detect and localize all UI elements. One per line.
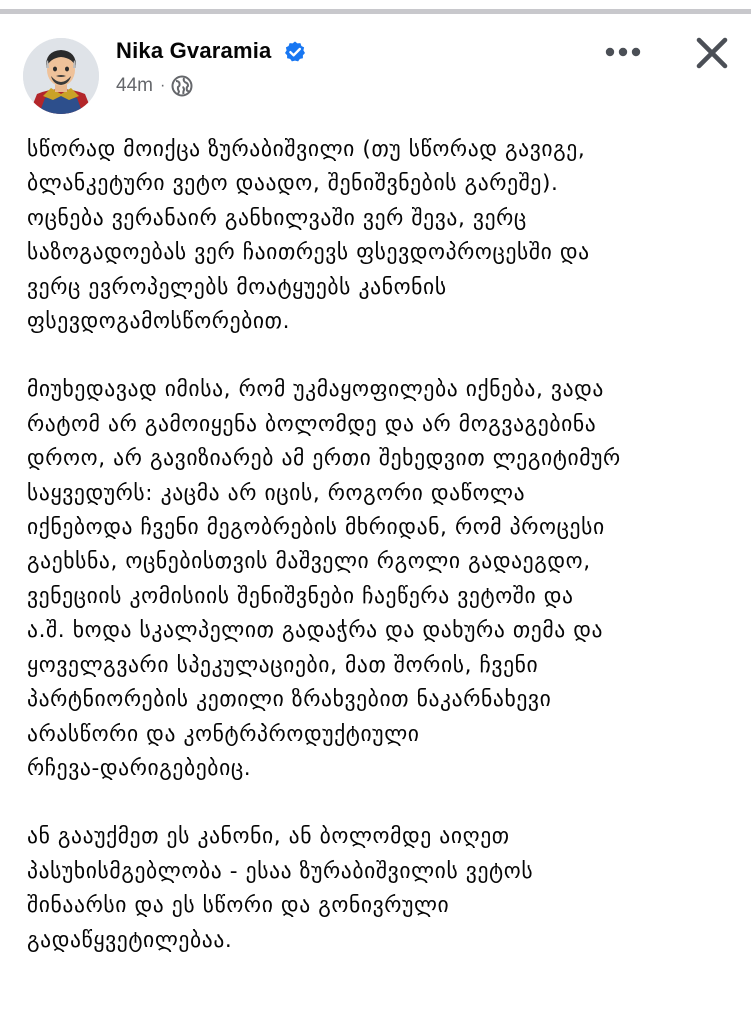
more-options-icon[interactable] xyxy=(601,36,645,68)
post-meta xyxy=(116,74,193,98)
avatar-illustration xyxy=(23,38,99,114)
meta-separator: · xyxy=(159,77,166,94)
verified-badge-icon xyxy=(283,40,307,64)
top-divider xyxy=(0,9,751,14)
globe-icon[interactable] xyxy=(171,75,193,97)
author-name[interactable]: Nika Gvaramia xyxy=(116,38,272,63)
post-timestamp[interactable]: 44m xyxy=(116,75,153,96)
post-body xyxy=(27,133,747,992)
close-icon[interactable] xyxy=(694,36,730,70)
post-paragraph-3: ან გააუქმეთ ეს კანონი, ან ბოლომდე აიღეთ პასუხისმგებლობა - ესაა ზურაბიშვილის ვეტოს შინაარსი და ეს სწორი და გონივრული გადაწყვეტილებაა. xyxy=(27,824,534,953)
post-paragraph-2: მიუხედავად იმისა, რომ უკმაყოფილება იქნება, ვადა რატომ არ გამოიყენა ბოლომდე და არ მოგვაგებინა დროო, არ გავიზიარებ ამ ერთი შეხედვით ლეგიტიმურ საყვედურს: კაცმა არ იცის, როგორი დაწოლა იქნებოდა ჩვენი მეგობრების მხრიდან, რომ პროცესი გაეხსნა, ოცნებისთვის მაშველი რგოლი გადაეგდო, ვენეციის კომისიის შენიშვნები ჩაეწერა ვეტოში და ა.შ. ხოდა სკალპელით გადაჭრა და დახურა თემა და ყოველგვარი სპეკულაციები, მათ შორის, ჩვენი პარტნიორების კეთილი ზრახვებით ნაკარნახევი არასწორი და კონტრპროდუქტიული რჩევა-დარიგებებიც. xyxy=(27,377,621,781)
post-paragraph-1: სწორად მოიქცა ზურაბიშვილი (თუ სწორად გავიგე, ბლანკეტური ვეტო დაადო, შენიშვნების გარეშე). ოცნება ვერანაირ განხილვაში ვერ შევა, ვერც საზოგადოებას ვერ ჩაითრევს ფსევდოპროცესში და ვერც ევროპელებს მოატყუებს კანონის ფსევდოგამოსწორებით. xyxy=(27,137,590,335)
author-avatar[interactable] xyxy=(23,38,99,114)
